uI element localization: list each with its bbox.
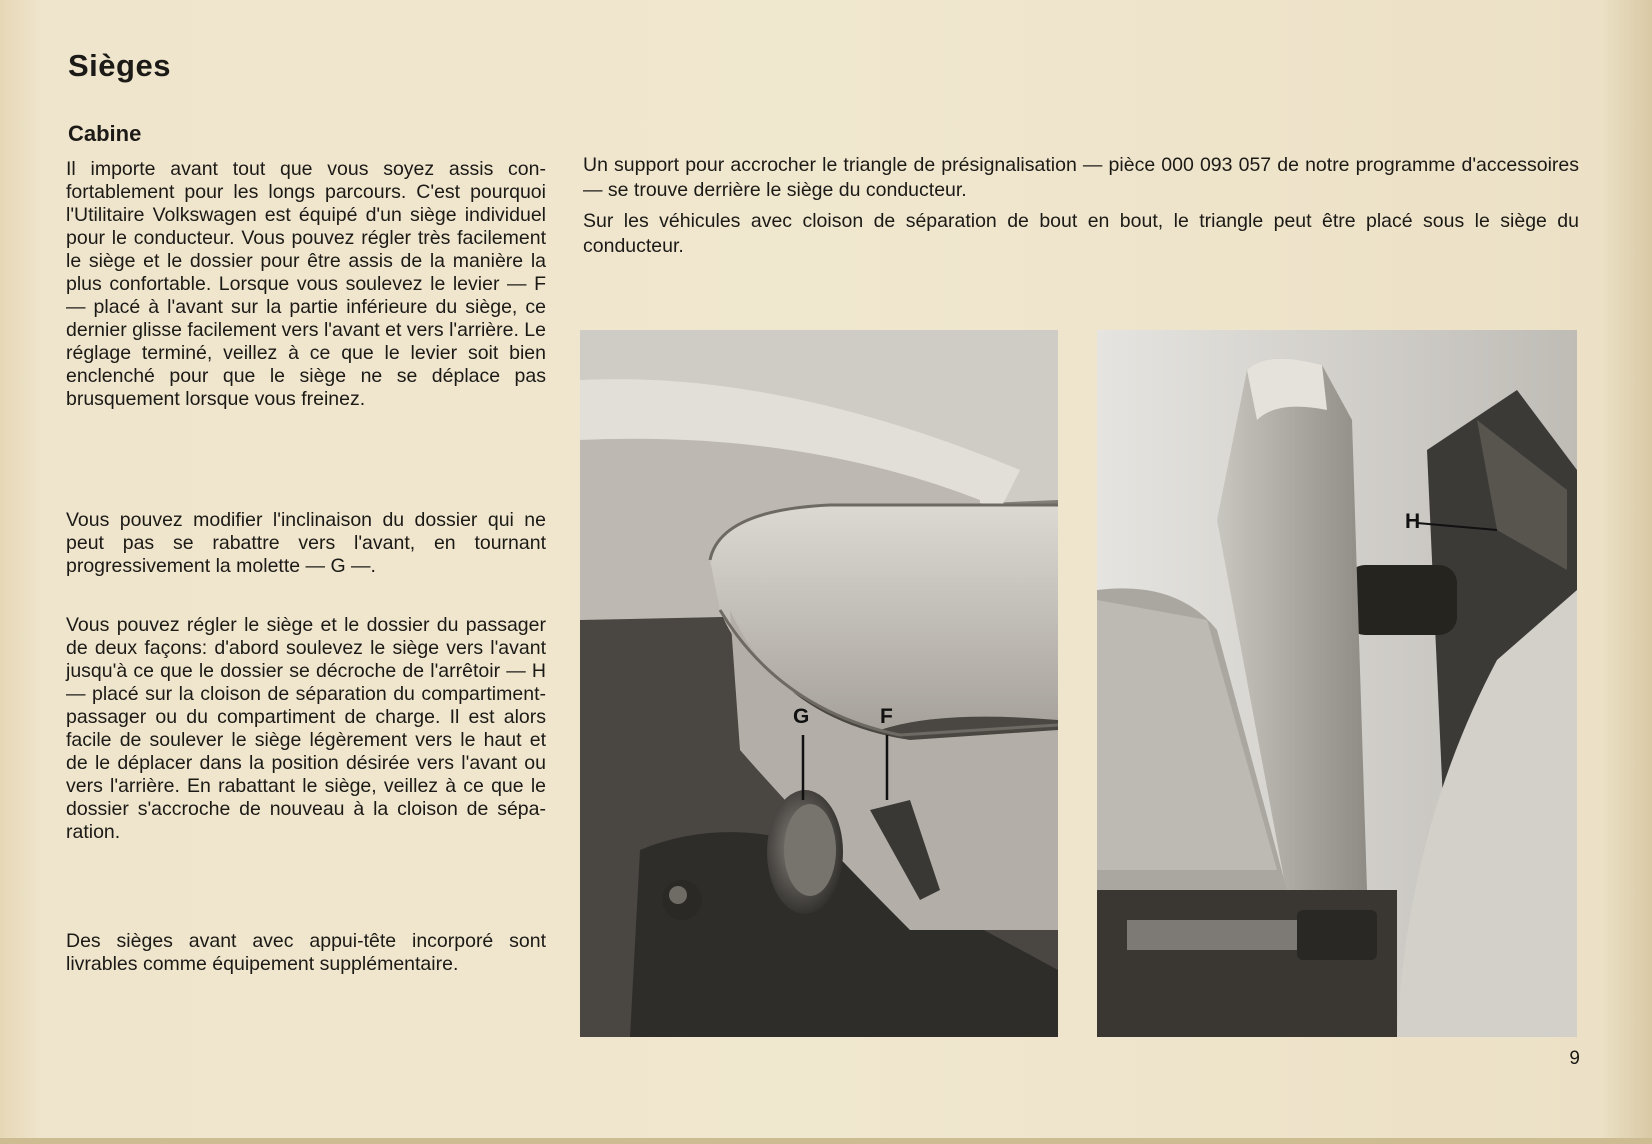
paragraph-warning-triangle-support: Un support pour accrocher le triangle de présignalisation — pièce 000 093 057 de notre programme d'accessoires — se trouve derrière le siège du conducteur. [583, 154, 1579, 201]
paragraph-triangle-under-seat: Sur les véhicules avec cloison de séparation de bout en bout, le triangle peut être placé sous le siège du conducteur. [583, 210, 1579, 257]
paragraph-driver-seat: Il importe avant tout que vous soyez assis confortablement pour les longs parcours. C'est pourquoi l'Utilitaire Volkswagen est équipé d'un siège individuel pour le conducteur. Vous pouvez régler très facilement le siège et le dossier pour être assis de la manière la plus confortable. Lorsque vous soulevez le levier — F — placé à l'avant sur la partie inférieure du siège, ce dernier glisse facilement vers l'avant et vers l'arrière. Le réglage terminé, veillez à ce que le levier soit bien enclenché pour que le siège ne se déplace pas brusquement lorsque vous freinez. [66, 158, 546, 410]
paragraph-backrest-knob: Vous pouvez modifier l'inclinaison du dossier qui ne peut pas se rabattre vers l'avant, en tournant progressivement la molette — G —. [66, 509, 546, 577]
section-subtitle: Cabine [68, 121, 142, 146]
page-number: 9 [1569, 1048, 1580, 1069]
driver-seat-photo [580, 330, 1058, 1037]
page-title: Sièges [68, 48, 171, 83]
passenger-seat-photo [1097, 330, 1577, 1037]
page-bottom-edge [0, 1138, 1652, 1144]
label-h: H [1405, 510, 1421, 533]
label-g: G [793, 705, 810, 728]
paragraph-passenger-seat: Vous pouvez régler le siège et le dossier du passager de deux façons: d'abord soulevez le siège vers l'avant jusqu'à ce que le dossier se décroche de l'arrêtoir — H — placé sur la cloison de séparation du compartiment-passager ou du compartiment de charge. Il est alors facile de soulever le siège légèrement vers le haut et de le déplacer dans la position désirée vers l'avant ou vers l'arrière. En rabattant le siège, veillez à ce que le dossier s'accroche de nouveau à la cloison de séparation. [66, 614, 546, 843]
paragraph-headrest-seats: Des sièges avant avec appui-tête incorporé sont livrables comme équipement supplémentaire. [66, 930, 546, 975]
label-f: F [880, 705, 893, 728]
